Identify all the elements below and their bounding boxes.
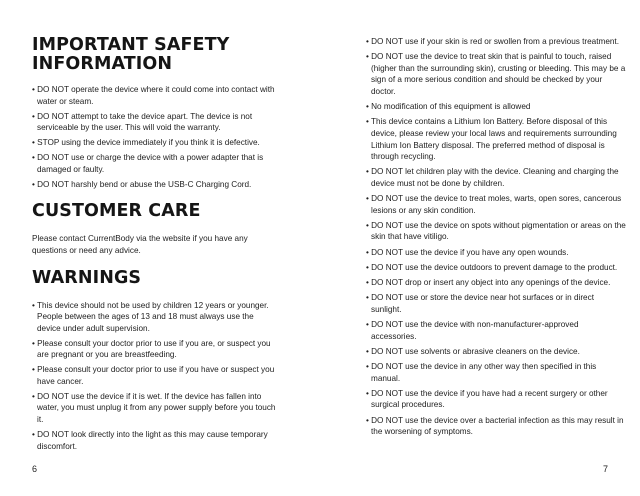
warning-item: • DO NOT use the device to treat skin that is painful to touch, raised (higher than the surrounding skin), crusting or bleeding. This may be a sign of a more serious condition and should be checked by your doctor.: [366, 52, 626, 96]
warning-item: • DO NOT let children play with the device. Cleaning and charging the device must not be done by children.: [366, 167, 619, 188]
warnings-heading: WARNINGS: [32, 267, 142, 288]
safety-item: • DO NOT use or charge the device with a power adapter that is damaged or faulty.: [32, 153, 264, 174]
safety-item: • DO NOT harshly bend or abuse the USB-C Charging Cord.: [32, 179, 252, 189]
left-page: [0, 0, 300, 496]
warning-item: • No modification of this equipment is allowed: [366, 102, 531, 112]
warning-item: • DO NOT use solvents or abrasive cleaners on the device.: [366, 346, 580, 356]
warning-item: • Please consult your doctor prior to use if you have or suspect you have cancer.: [32, 365, 275, 386]
page-number-right: 7: [602, 464, 608, 474]
warning-item: • DO NOT use the device outdoors to prevent damage to the product.: [366, 262, 618, 272]
warning-item: • DO NOT use or store the device near hot surfaces or in direct sunlight.: [366, 293, 594, 314]
page-number-left: 6: [32, 464, 38, 474]
safety-item: • DO NOT attempt to take the device apart. The device is not serviceable by the user. This will void the warranty.: [32, 111, 253, 133]
customer-care-heading: CUSTOMER CARE: [32, 201, 201, 222]
warning-item: • DO NOT use the device over a bacterial infection as this may result in the worsening of symptoms.: [366, 415, 624, 437]
warning-item: • DO NOT use if your skin is red or swollen from a previous treatment.: [366, 37, 619, 46]
safety-item: • STOP using the device immediately if you think it is defective.: [32, 138, 260, 148]
warning-item: • DO NOT use the device if you have had a recent surgery or other surgical procedures.: [366, 388, 608, 410]
right-warnings-list: [366, 36, 626, 438]
warning-item: • DO NOT use the device on spots without pigmentation or areas on the skin that have vitiligo.: [366, 220, 626, 242]
warning-item: • This device should not be used by children 12 years or younger. People between the ages of 13 and 18 must always use the device under adult supervision.: [32, 300, 269, 333]
right-column: [366, 36, 626, 441]
warning-item: • DO NOT use the device to treat moles, warts, open sores, cancerous lesions or any skin condition.: [366, 194, 622, 215]
warning-item: • This device contains a Lithium Ion Battery. Before disposal of this device, please review your local laws and requirements surrounding Lithium Ion Battery disposal. The preferred method of disposal is through recycling.: [366, 117, 617, 162]
warnings-list: [32, 300, 276, 453]
safety-heading: IMPORTANT SAFETY INFORMATION: [32, 35, 230, 74]
right-page: [320, 0, 640, 496]
warning-item: • DO NOT drop or insert any object into any openings of the device.: [366, 278, 611, 288]
warning-item: • DO NOT use the device if you have any open wounds.: [366, 247, 569, 257]
warning-item: • DO NOT use the device with non-manufacturer-approved accessories.: [366, 320, 579, 341]
warning-item: • DO NOT look directly into the light as this may cause temporary discomfort.: [32, 430, 268, 451]
warning-item: • DO NOT use the device if it is wet. If the device has fallen into water, you must unplug it from any power supply before you touch it.: [32, 391, 276, 425]
warning-item: • DO NOT use the device in any other way then specified in this manual.: [366, 361, 597, 383]
safety-item: • DO NOT operate the device where it could come into contact with water or steam.: [32, 85, 275, 106]
customer-care-text: Please contact CurrentBody via the website if you have any questions or need any advice.: [32, 234, 248, 255]
warning-item: • Please consult your doctor prior to use if you are, or suspect you are pregnant or you are breastfeeding.: [32, 338, 271, 360]
safety-list: [32, 84, 276, 190]
left-column: [32, 36, 276, 456]
